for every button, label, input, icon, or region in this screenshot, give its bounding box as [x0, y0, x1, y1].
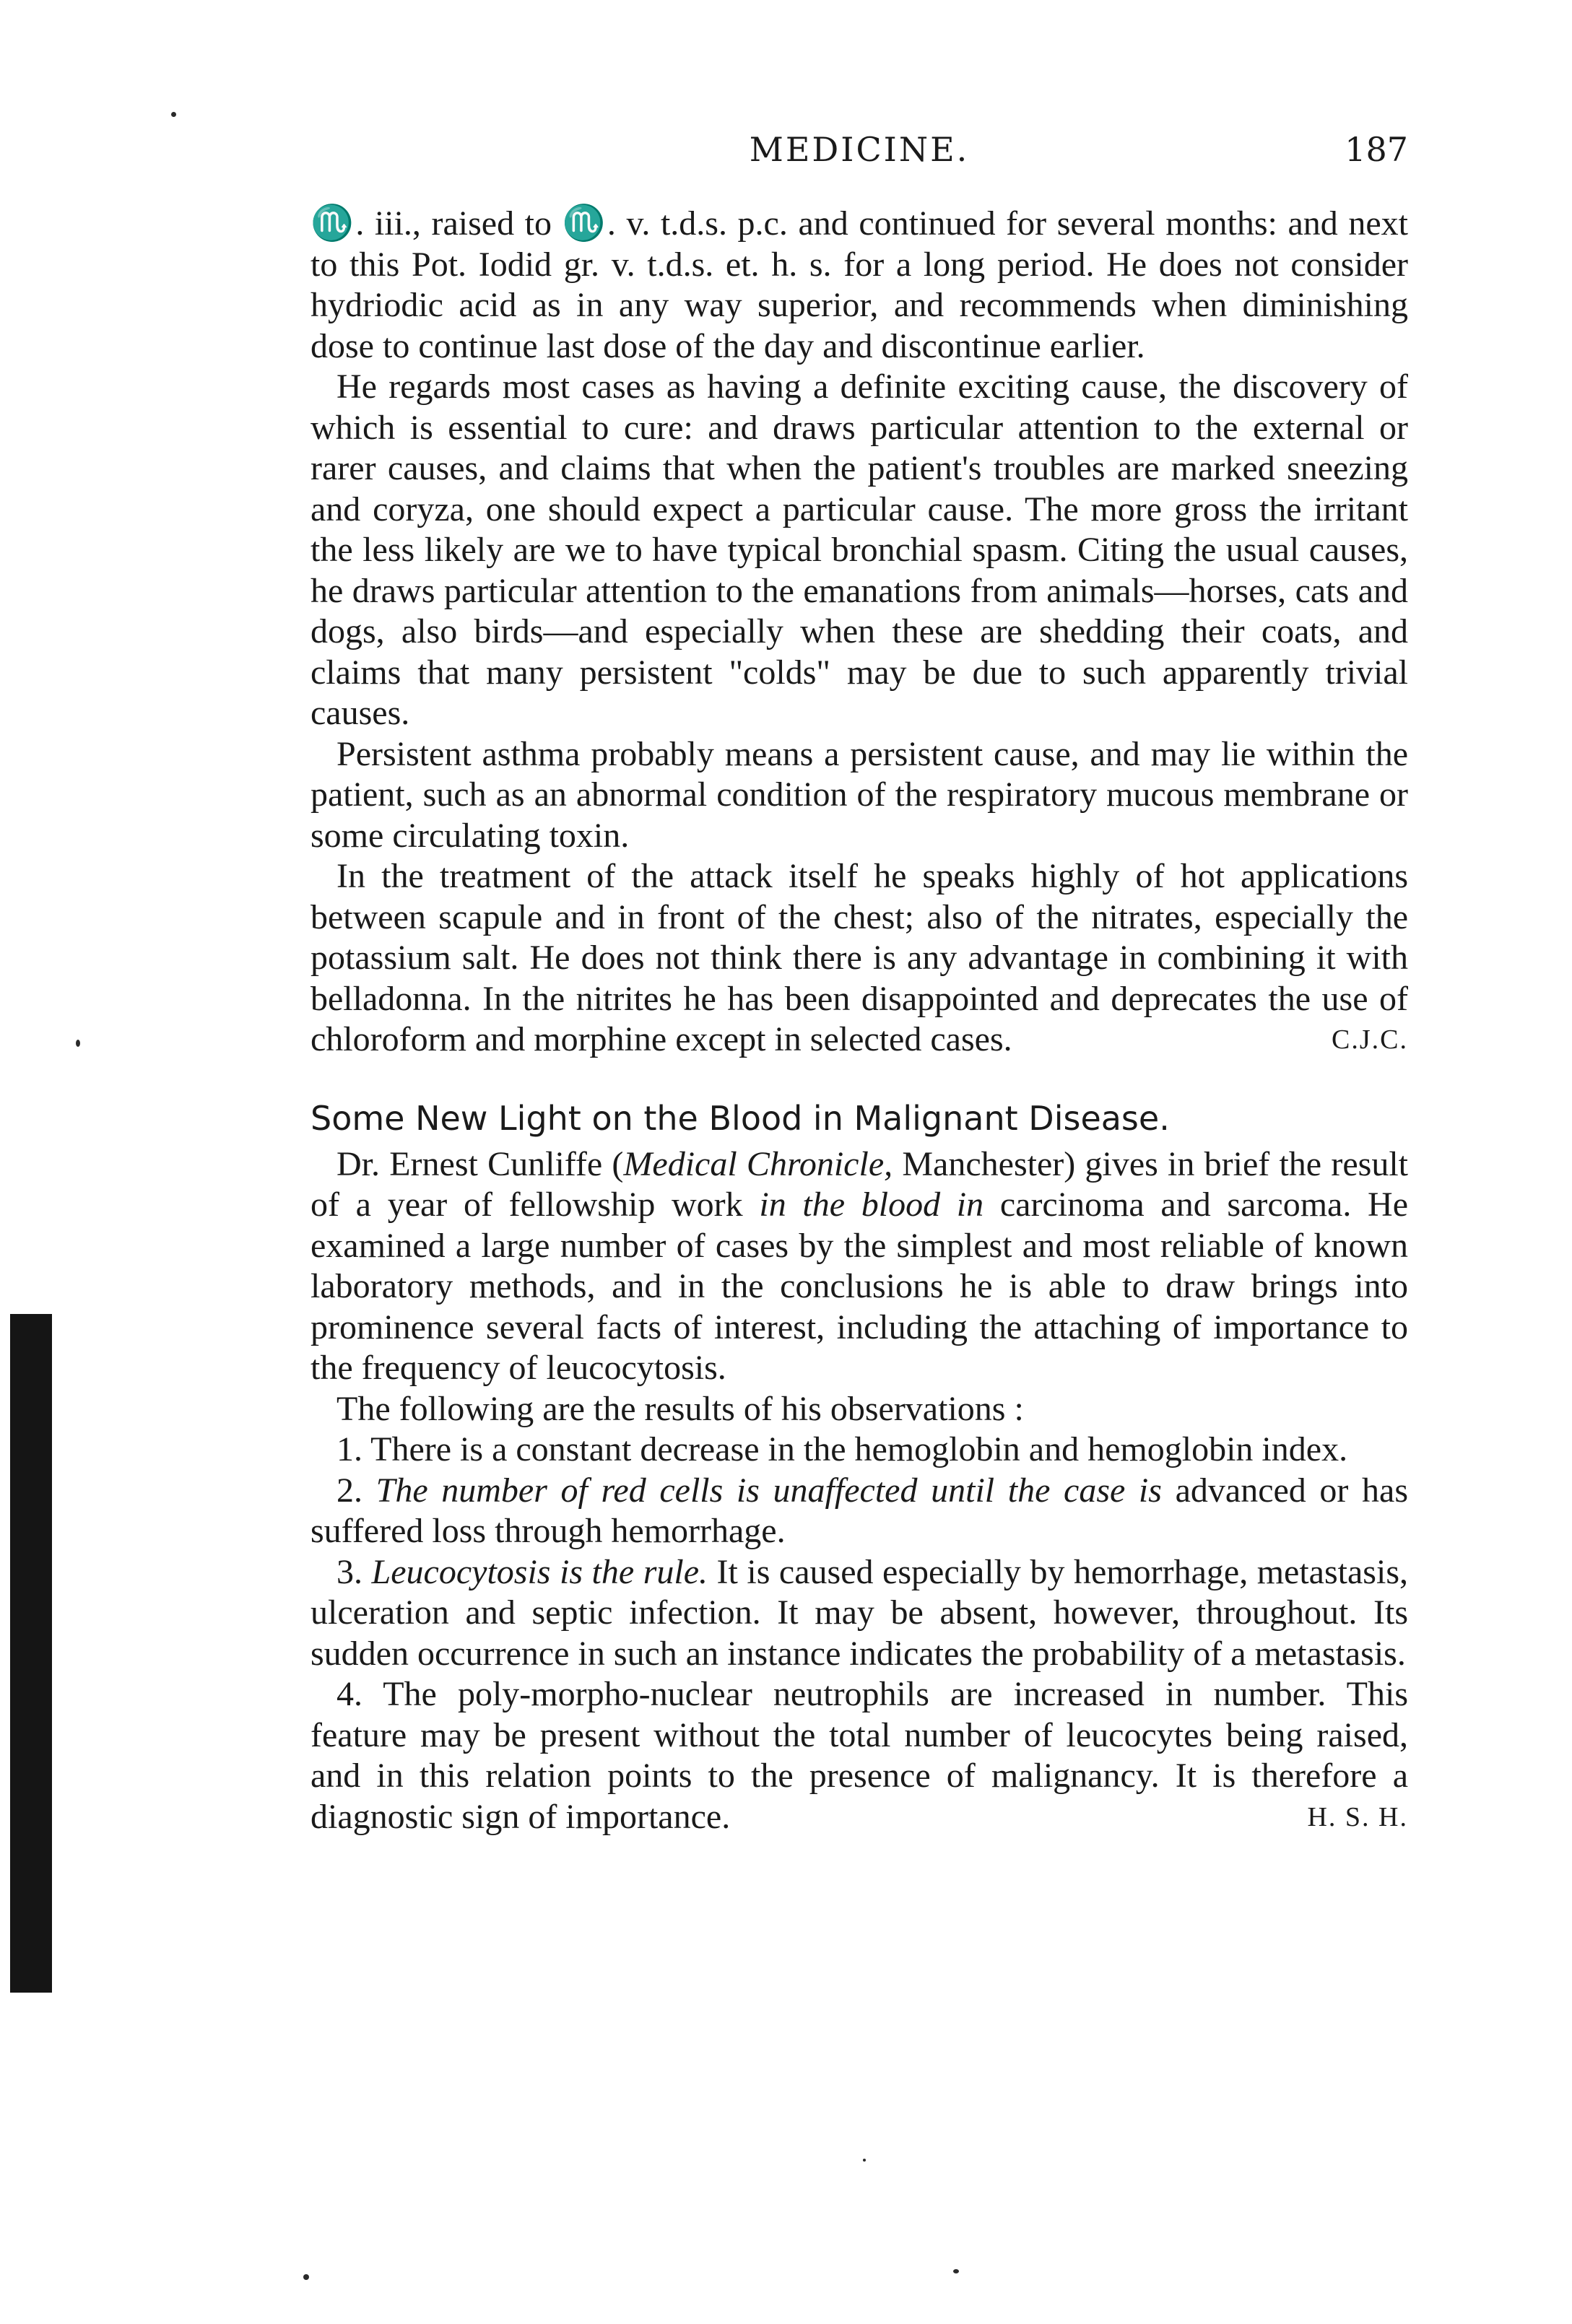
text-column: [311, 204, 1408, 1837]
journal-title: Medical Chronicle,: [623, 1144, 893, 1183]
scan-edge-shadow: [10, 1314, 52, 1993]
scan-speck: [76, 1040, 80, 1047]
paragraph-exciting-cause: He regards most cases as having a definite exciting cause, the discovery of which is essential to cure: and draws particular attention to the external or rarer causes, and claims that when the patient's troubles are marked sneezing and coryza, one should expect a particular cause. The more gross the irritant the less likely are we to have typical bronchial spasm. Citing the usual causes, he draws particular attention to the emanations from animals—horses, cats and dogs, also birds—and especially when these are shedding their coats, and claims that many persistent "colds" may be due to such apparently trivial causes.: [311, 367, 1408, 732]
paragraph-persistent-asthma: Persistent asthma probably means a persistent cause, and may lie within the patient, such as an abnormal condition of the respiratory mucous membrane or some circulating toxin.: [311, 734, 1408, 855]
scan-speck: [303, 2274, 309, 2280]
item3-number: 3.: [336, 1552, 372, 1591]
paragraph-intro: [311, 1144, 1408, 1389]
item3-italic: Leucocytosis is the rule.: [371, 1552, 708, 1591]
item2-number: 2.: [336, 1471, 376, 1510]
scan-speck: [863, 2159, 866, 2162]
item3-rest: It is caused especially by hemorrhage, metastasis, ulceration and septic infection. It may be absent, however, throughout. Its sudden occurrence in such an instance indicates the probability of a metastasis.: [311, 1552, 1409, 1673]
intro-text-c: carcinoma and sarcoma. He examined a large number of cases by the simplest and most reliable of known laboratory methods, and in the conclusions he is able to draw brings into prominence several facts of interest, including the attaching of importance to the frequency of leucocytosis.: [311, 1185, 1409, 1387]
list-item-1: 1. There is a constant decrease in the hemoglobin and hemoglobin index.: [336, 1430, 1348, 1468]
section-heading: Some New Light on the Blood in Malignant Disease.: [311, 1098, 1170, 1138]
signature-hsh: H. S. H.: [1307, 1801, 1408, 1832]
treatment-text: In the treatment of the attack itself he speaks highly of hot applications between scapule and in front of the chest; also of the nitrates, especially the potassium salt. He does not think there is any advantage in combining it with belladonna. In the nitrites he has been disappointed and deprecates the use of chloroform and morphine except in selected cases.: [311, 857, 1408, 1058]
paragraph-treatment: [311, 856, 1408, 1061]
intro-italic-phrase: in the blood in: [759, 1185, 984, 1224]
item4-text: 4. The poly-morpho-nuclear neutrophils are increased in number. This feature may be present without the total number of leucocytes being raised, and in this relation points to the presence of malignancy. It is therefore a diagnostic sign of importance.: [311, 1675, 1408, 1836]
intro-text-a: Dr. Ernest Cunliffe (: [336, 1144, 624, 1183]
page-number: 187: [1345, 130, 1408, 169]
list-item-4: [311, 1674, 1408, 1837]
signature-cjc: C.J.C.: [1332, 1024, 1408, 1055]
running-title: MEDICINE.: [749, 130, 970, 169]
intro-text-b: Manchester) gives in brief the result of a year of fellowship work: [311, 1144, 1408, 1224]
scan-speck: [171, 112, 176, 117]
paragraph-lead: The following are the results of his observations :: [336, 1389, 1024, 1428]
item2-italic: The number of red cells is unaffected until the case is: [375, 1471, 1162, 1510]
list-item-2: [311, 1471, 1408, 1552]
scan-speck: [953, 2269, 959, 2273]
page-header: [311, 130, 1408, 180]
item2-rest: advanced or has suffered loss through hemorrhage.: [311, 1471, 1409, 1550]
paragraph-dosage: ♏. iii., raised to ♏. v. t.d.s. p.c. and continued for several months: and next to this Pot. Iodid gr. v. t.d.s. et. h. s. for a long period. He does not consider hydriodic acid as in any way superior, and recommends when diminishing dose to continue last dose of the day and discontinue earlier.: [311, 204, 1408, 365]
list-item-3: [311, 1552, 1408, 1675]
